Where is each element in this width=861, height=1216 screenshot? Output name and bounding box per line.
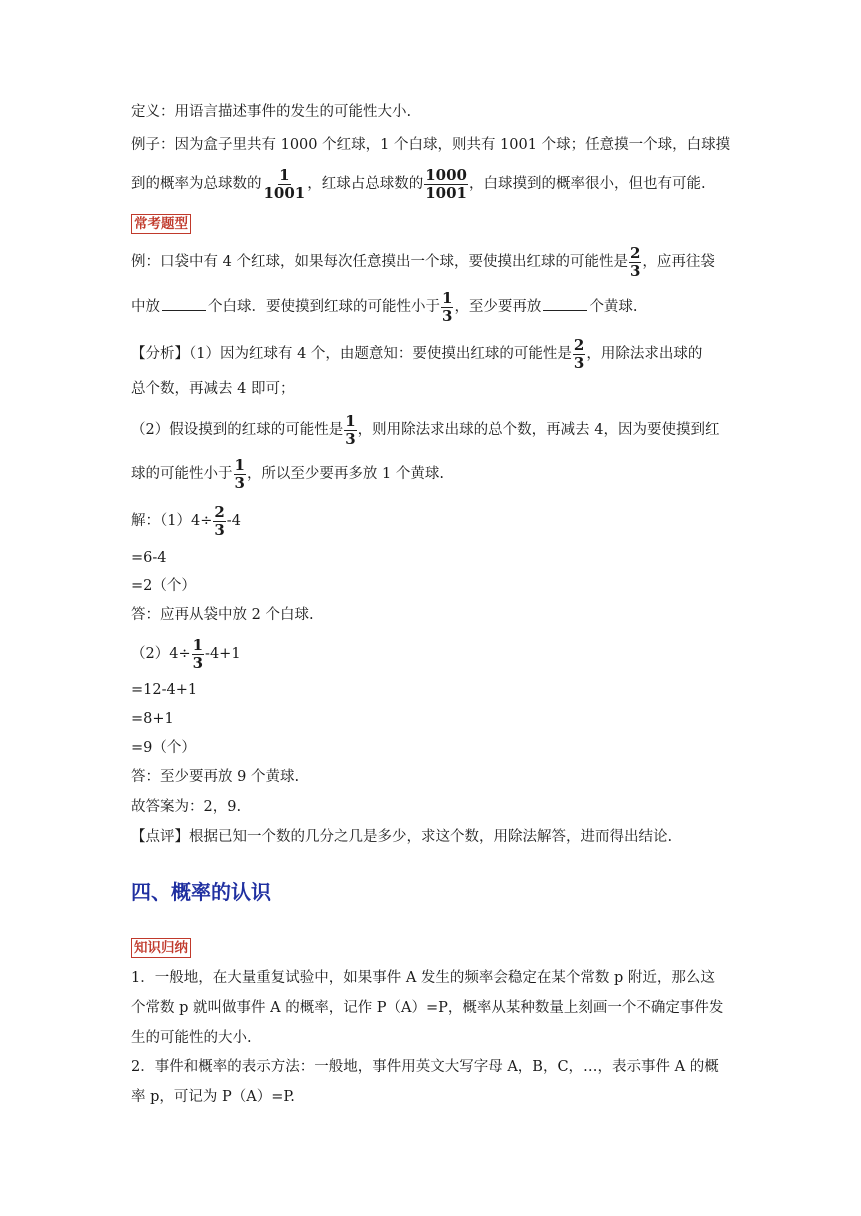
- knowledge-2-line-2: 率 p，可记为 P（A）=P.: [131, 1089, 295, 1105]
- knowledge-tag: 知识归纳: [131, 938, 191, 958]
- knowledge-1-line-1: 1．一般地，在大量重复试验中，如果事件 A 发生的频率会稳定在某个常数 p 附近，那么这: [131, 970, 715, 986]
- analysis-line-3: （2）假设摸到的红球的可能性是 $\frac{1}{3}$ ，则用除法求出球的总个数，再减去 4，因为要使摸到红: [131, 411, 720, 448]
- knowledge-2-line-1: 2．事件和概率的表示方法：一般地，事件用英文大写字母 A，B，C，…，表示事件 A 的概: [131, 1059, 719, 1075]
- solution-line-2: =6-4: [131, 550, 167, 566]
- knowledge-tag-row: [131, 936, 741, 960]
- comment-text: 【点评】根据已知一个数的几分之几是多少，求这个数，用除法解答，进而得出结论.: [131, 829, 673, 845]
- fraction: $\frac{1}{1001}$: [263, 165, 306, 202]
- definition-text: 定义：用语言描述事件的发生的可能性大小.: [131, 104, 412, 120]
- fraction: $\frac{1}{3}$: [192, 635, 204, 672]
- example-line-2: 到的概率为总球数的 $\frac{1}{1001}$ ，红球占总球数的 $\frac{1000}{1001}$ ，白球摸到的概率很小，但也有可能.: [131, 165, 706, 202]
- solution-line-3: =2（个）: [131, 578, 196, 594]
- solution-line-1: 解：（1）4÷ $\frac{2}{3}$ -4: [131, 502, 241, 539]
- solution-line-9: 答：至少要再放 9 个黄球.: [131, 769, 300, 785]
- common-question-tag: 常考题型: [131, 214, 191, 234]
- knowledge-1-line-2: 个常数 p 就叫做事件 A 的概率，记作 P（A）=P，概率从某种数量上刻画一个不确定事件发: [131, 1000, 724, 1016]
- knowledge-1-line-3: 生的可能性的大小.: [131, 1030, 252, 1046]
- analysis-line-4: 球的可能性小于 $\frac{1}{3}$ ，所以至少要再多放 1 个黄球.: [131, 455, 444, 492]
- solution-line-4: 答：应再从袋中放 2 个白球.: [131, 607, 314, 623]
- question-line-1: 例：口袋中有 4 个红球，如果每次任意摸出一个球，要使摸出红球的可能性是 $\frac{2}{3}$ ，应再往袋: [131, 243, 715, 280]
- answer-blank-1: [162, 296, 206, 311]
- analysis-line-1: 【分析】（1）因为红球有 4 个，由题意知：要使摸出红球的可能性是 $\frac{2}{3}$ ，用除法求出球的: [131, 335, 703, 372]
- answer-blank-2: [543, 296, 587, 311]
- solution-line-10: 故答案为：2，9.: [131, 799, 242, 815]
- solution-line-8: =9（个）: [131, 740, 196, 756]
- solution-line-7: =8+1: [131, 711, 174, 727]
- solution-line-6: =12-4+1: [131, 682, 198, 698]
- question-line-2: 中放 个白球．要使摸到红球的可能性小于 $\frac{1}{3}$ ，至少要再放 个黄球.: [131, 288, 638, 325]
- fraction: $\frac{2}{3}$: [573, 335, 585, 372]
- fraction: $\frac{1}{3}$: [345, 411, 356, 448]
- fraction: $\frac{2}{3}$: [214, 502, 225, 539]
- fraction: $\frac{1000}{1001}$: [425, 165, 467, 202]
- analysis-line-2: 总个数，再减去 4 即可；: [131, 381, 295, 397]
- fraction: $\frac{1}{3}$: [234, 455, 245, 492]
- common-question-tag-row: [131, 212, 741, 236]
- fraction: $\frac{2}{3}$: [629, 243, 641, 280]
- section-title: 四、概率的认识: [131, 880, 271, 904]
- solution-line-5: （2）4÷ $\frac{1}{3}$ -4+1: [131, 635, 241, 672]
- fraction: $\frac{1}{3}$: [442, 288, 453, 325]
- example-line-1: 例子：因为盒子里共有 1000 个红球，1 个白球，则共有 1001 个球；任意摸一个球，白球摸: [131, 137, 731, 153]
